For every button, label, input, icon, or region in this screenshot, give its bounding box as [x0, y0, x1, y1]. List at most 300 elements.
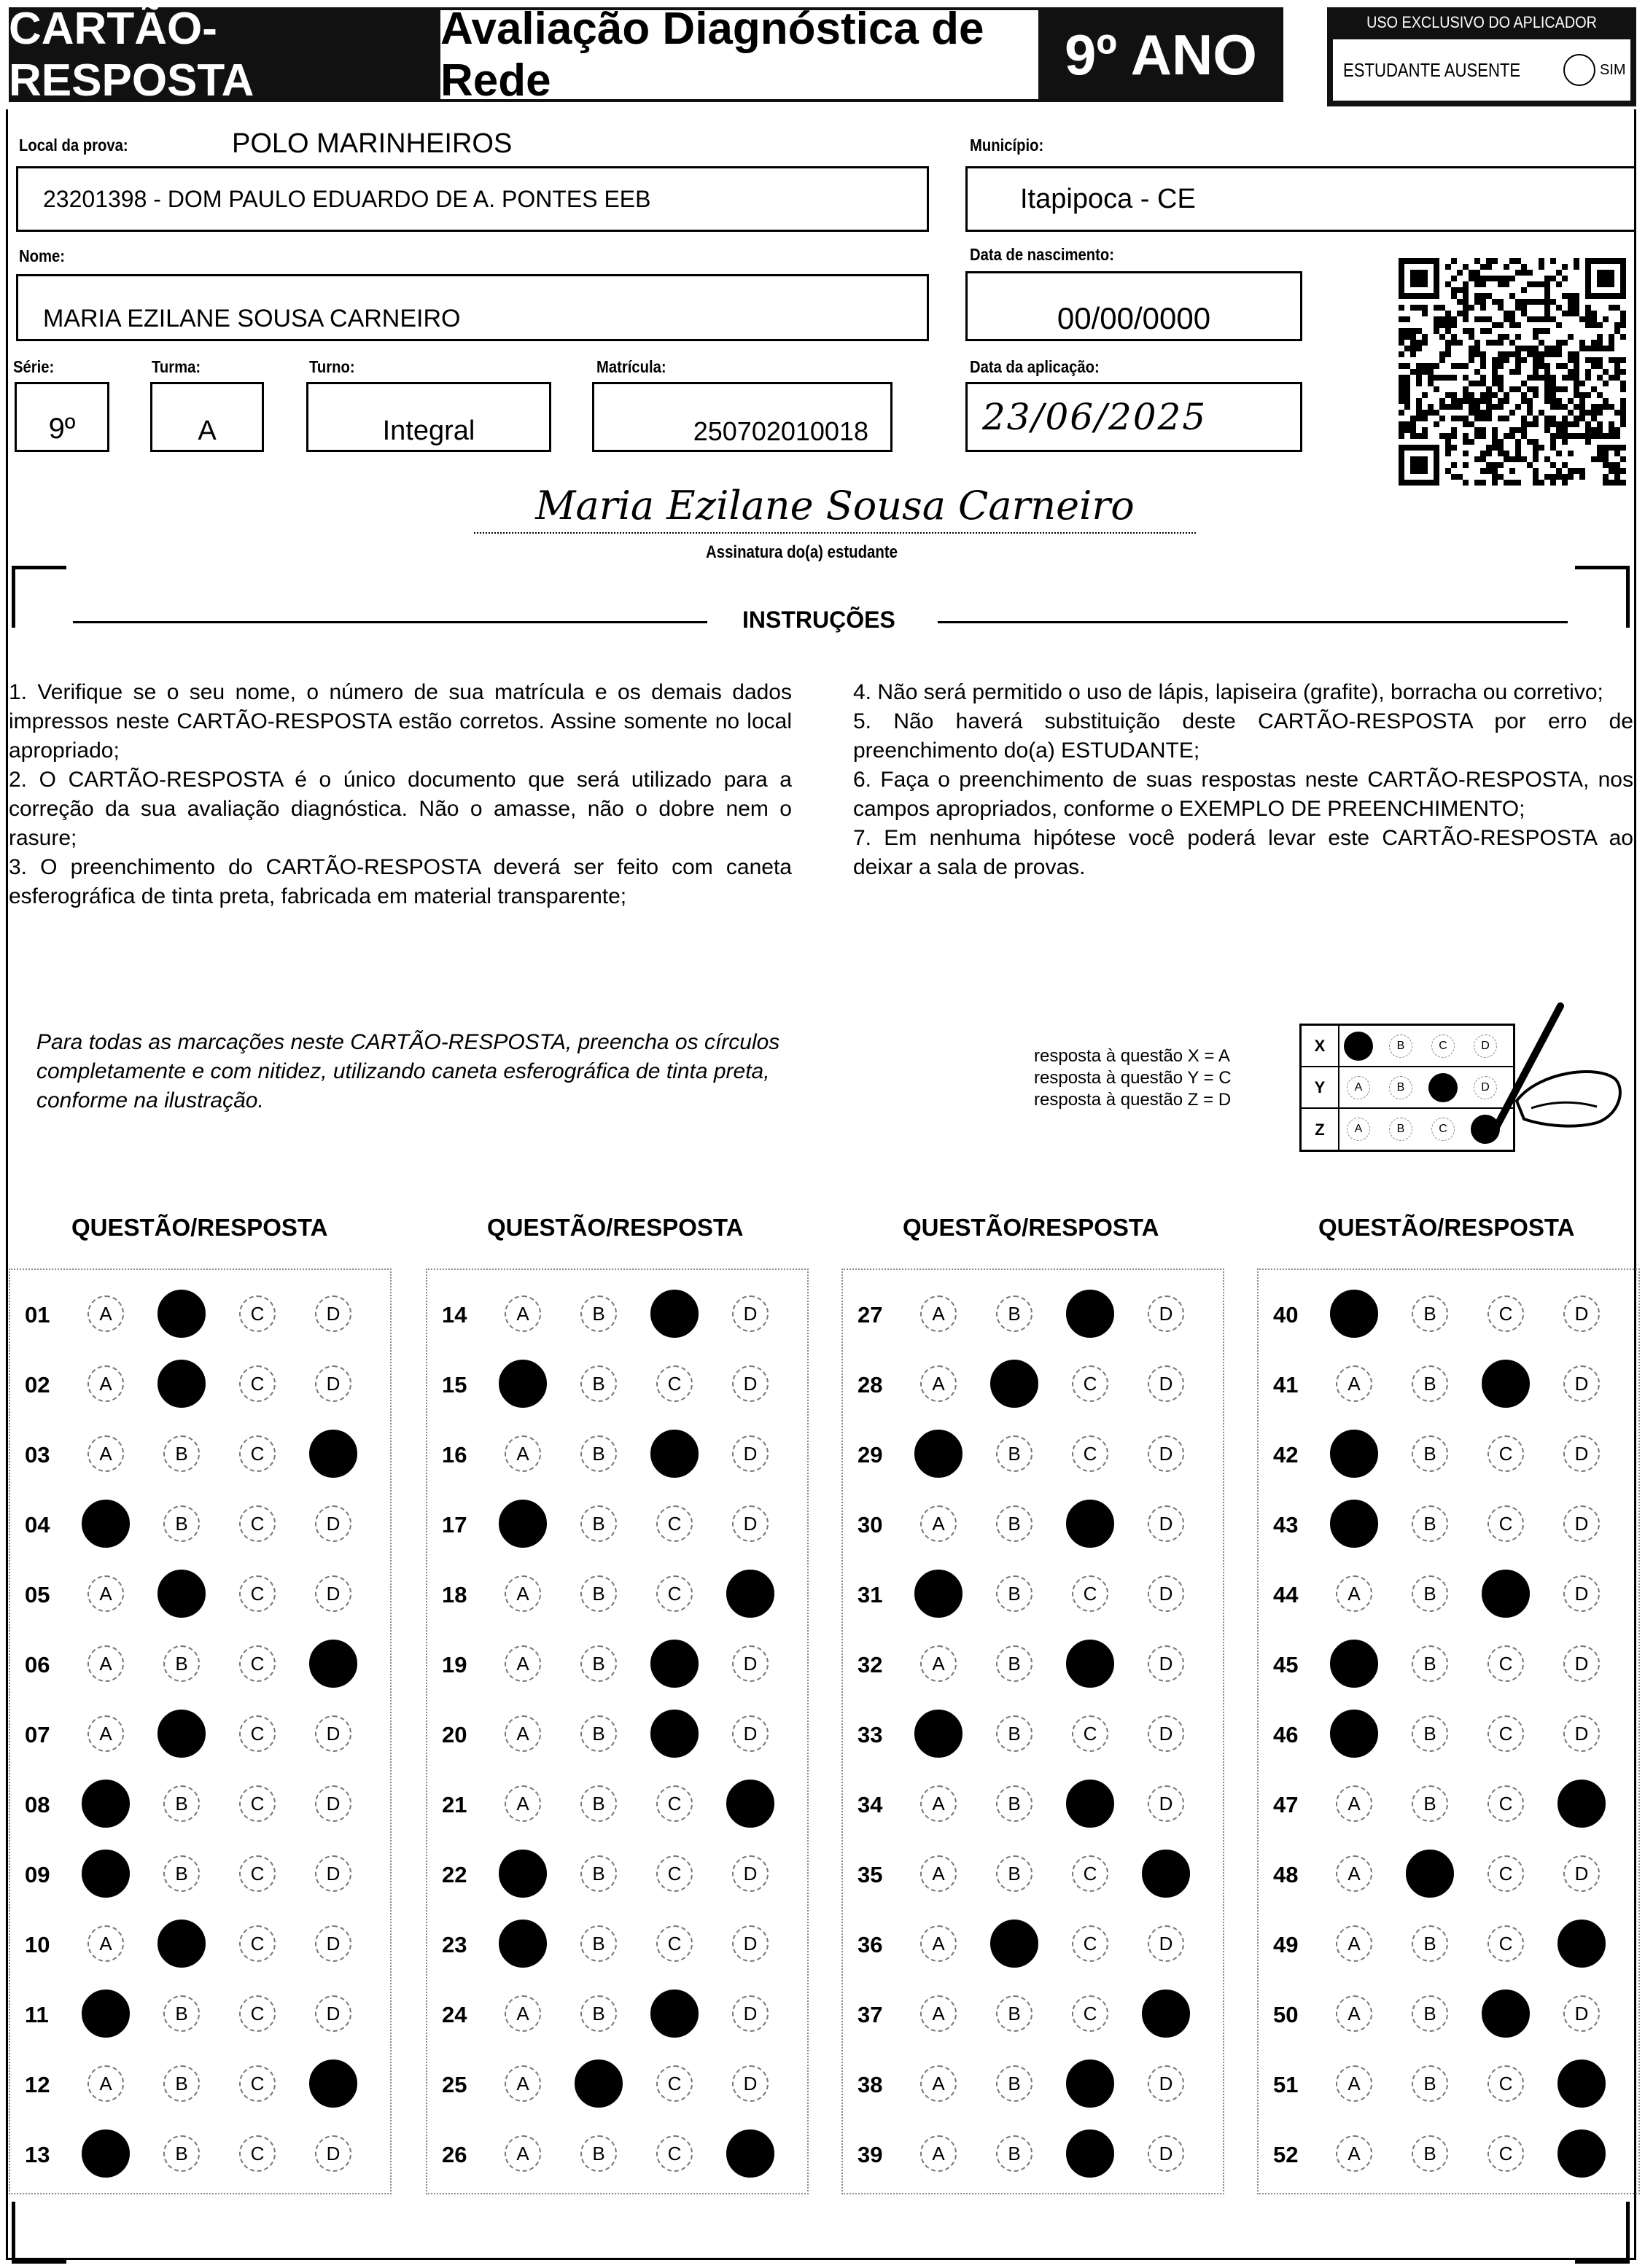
example-bubble-d: D	[1474, 1076, 1497, 1099]
answer-bubble-d[interactable]: D	[315, 1365, 351, 1402]
answer-bubble-d[interactable]: D	[1563, 1435, 1600, 1472]
answer-bubble-c[interactable]: C	[1482, 1360, 1530, 1408]
answer-bubble-c[interactable]: C	[1488, 1855, 1524, 1892]
aplicacao-label: Data da aplicação:	[970, 357, 1100, 376]
answer-row	[10, 1992, 390, 2035]
answer-bubble-d[interactable]: D	[1148, 2135, 1184, 2172]
answer-bubble-b[interactable]: B	[996, 1575, 1032, 1612]
answer-bubble-c[interactable]: C	[650, 1290, 699, 1338]
answer-bubble-d[interactable]: D	[1148, 1435, 1184, 1472]
aplicacao-value: 23/06/2025	[982, 396, 1208, 438]
answer-bubble-a[interactable]: A	[914, 1570, 962, 1618]
matricula-field	[592, 382, 892, 452]
answer-bubble-a[interactable]: A	[920, 1295, 957, 1332]
answer-bubble-c[interactable]: C	[239, 1855, 276, 1892]
question-number: 02	[25, 1372, 50, 1398]
answer-bubble-c[interactable]: C	[1488, 2065, 1524, 2102]
answer-bubble-a[interactable]: A	[1336, 1855, 1372, 1892]
answer-bubble-d[interactable]: D	[315, 1715, 351, 1752]
answer-bubble-d[interactable]: D	[1563, 1715, 1600, 1752]
answer-bubble-a[interactable]: A	[88, 1435, 124, 1472]
answer-bubble-d[interactable]: D	[726, 1570, 774, 1618]
exam-subtitle	[440, 4, 1038, 106]
answer-row	[1259, 1362, 1638, 1406]
answer-bubble-a[interactable]: A	[505, 1785, 541, 1822]
answer-bubble-b[interactable]: B	[996, 1645, 1032, 1682]
answer-bubble-a[interactable]: A	[88, 1365, 124, 1402]
answer-bubble-c[interactable]: C	[650, 1430, 699, 1478]
answer-row	[10, 1432, 390, 1476]
question-number: 31	[858, 1582, 883, 1608]
answer-bubble-d[interactable]: D	[732, 1505, 769, 1542]
answer-bubble-d[interactable]: D	[726, 2129, 774, 2178]
question-number: 22	[442, 1862, 467, 1887]
answer-bubble-c[interactable]: C	[239, 1295, 276, 1332]
answer-bubble-d[interactable]: D	[732, 1855, 769, 1892]
instruction-2: 2. O CARTÃO-RESPOSTA é o único documento que será utilizado para a correção da sua avaliação diagnóstica. Não o amasse, não o dobre nem o rasure;	[9, 768, 792, 850]
nascimento-label: Data de nascimento:	[970, 245, 1114, 264]
answer-row	[10, 1782, 390, 1825]
answer-bubble-d[interactable]: D	[732, 1645, 769, 1682]
instruction-4: 4. Não será permitido o uso de lápis, lapiseira (grafite), borracha ou corretivo;	[853, 680, 1603, 704]
answer-bubble-a[interactable]: A	[920, 1925, 957, 1962]
answer-bubble-a[interactable]: A	[505, 1575, 541, 1612]
school-value: 23201398 - DOM PAULO EDUARDO DE A. PONTES EEB	[43, 185, 651, 212]
answer-bubble-b[interactable]: B	[580, 1505, 617, 1542]
answer-bubble-b[interactable]: B	[158, 1360, 206, 1408]
answer-bubble-d[interactable]: D	[1563, 1995, 1600, 2032]
answer-bubble-b[interactable]: B	[580, 1715, 617, 1752]
answer-bubble-b[interactable]: B	[158, 1290, 206, 1338]
answer-bubble-b[interactable]: B	[996, 1295, 1032, 1332]
answer-bubble-b[interactable]: B	[996, 2135, 1032, 2172]
answer-bubble-b[interactable]: B	[163, 1995, 200, 2032]
answer-bubble-c[interactable]: C	[239, 1435, 276, 1472]
answer-bubble-a[interactable]: A	[1336, 1925, 1372, 1962]
school-field	[16, 166, 929, 232]
turno-field	[306, 382, 551, 452]
answer-bubble-a[interactable]: A	[82, 1990, 130, 2038]
answer-bubble-b[interactable]: B	[580, 1645, 617, 1682]
question-number: 09	[25, 1862, 50, 1887]
answer-bubble-b[interactable]: B	[990, 1360, 1038, 1408]
answer-bubble-b[interactable]: B	[996, 1505, 1032, 1542]
answer-bubble-c[interactable]: C	[656, 1855, 693, 1892]
answer-bubble-b[interactable]: B	[580, 1785, 617, 1822]
answer-bubble-c[interactable]: C	[1066, 1780, 1114, 1828]
answer-bubble-b[interactable]: B	[1412, 1925, 1448, 1962]
answer-bubble-a[interactable]: A	[1336, 1365, 1372, 1402]
example-row-label: X	[1302, 1026, 1339, 1066]
answer-bubble-c[interactable]: C	[656, 2135, 693, 2172]
answer-bubble-b[interactable]: B	[575, 2059, 623, 2108]
instructions-rule-right	[938, 621, 1568, 623]
answer-bubble-a[interactable]: A	[1330, 1290, 1378, 1338]
answer-bubble-b[interactable]: B	[580, 2135, 617, 2172]
turma-value: A	[198, 416, 217, 446]
answer-bubble-b[interactable]: B	[163, 1785, 200, 1822]
answer-bubble-c[interactable]: C	[239, 1505, 276, 1542]
answer-bubble-c[interactable]: C	[1072, 1995, 1108, 2032]
answer-bubble-b[interactable]: B	[1412, 1715, 1448, 1752]
answer-bubble-a[interactable]: A	[1336, 2065, 1372, 2102]
answer-bubble-c[interactable]: C	[1488, 1925, 1524, 1962]
answer-bubble-b[interactable]: B	[163, 1435, 200, 1472]
answer-bubble-a[interactable]: A	[88, 1645, 124, 1682]
answer-bubble-b[interactable]: B	[158, 1920, 206, 1968]
answer-bubble-c[interactable]: C	[1066, 1500, 1114, 1548]
answer-bubble-c[interactable]: C	[1072, 1925, 1108, 1962]
instruction-7: 7. Em nenhuma hipótese você poderá levar este CARTÃO-RESPOSTA ao deixar a sala de provas.	[853, 826, 1633, 879]
answer-bubble-d[interactable]: D	[315, 1855, 351, 1892]
answer-bubble-a[interactable]: A	[1330, 1430, 1378, 1478]
nascimento-value: 00/00/0000	[1057, 301, 1211, 335]
answer-bubble-d[interactable]: D	[315, 1505, 351, 1542]
answer-bubble-d[interactable]: D	[732, 1435, 769, 1472]
answer-bubble-c[interactable]: C	[1488, 1505, 1524, 1542]
question-number: 18	[442, 1582, 467, 1608]
municipio-label: Município:	[970, 136, 1044, 155]
answer-bubble-c[interactable]: C	[656, 1505, 693, 1542]
answer-bubble-c[interactable]: C	[650, 1640, 699, 1688]
answer-bubble-b[interactable]: B	[1412, 1365, 1448, 1402]
example-row-label: Y	[1302, 1067, 1339, 1107]
answer-bubble-d[interactable]: D	[1558, 1780, 1606, 1828]
answer-bubble-c[interactable]: C	[1488, 1785, 1524, 1822]
answer-bubble-b[interactable]: B	[1412, 1435, 1448, 1472]
question-number: 05	[25, 1582, 50, 1608]
answer-bubble-a[interactable]: A	[920, 1785, 957, 1822]
answer-bubble-c[interactable]: C	[656, 1785, 693, 1822]
answer-bubble-c[interactable]: C	[1482, 1990, 1530, 2038]
answer-bubble-c[interactable]: C	[656, 1925, 693, 1962]
answer-bubble-a[interactable]: A	[505, 1995, 541, 2032]
answer-bubble-c[interactable]: C	[1482, 1570, 1530, 1618]
nome-label: Nome:	[19, 246, 65, 265]
answer-bubble-c[interactable]: C	[650, 1710, 699, 1758]
answer-bubble-c[interactable]: C	[239, 1575, 276, 1612]
answer-bubble-d[interactable]: D	[1563, 1365, 1600, 1402]
question-number: 14	[442, 1302, 467, 1328]
answer-bubble-a[interactable]: A	[82, 1850, 130, 1898]
instruction-1: 1. Verifique se o seu nome, o número de sua matrícula e os demais dados impressos neste CARTÃO-RESPOSTA estão corretos. Assine somente no local apropriado;	[9, 680, 792, 763]
question-number: 45	[1273, 1652, 1299, 1677]
answer-bubble-b[interactable]: B	[1412, 1645, 1448, 1682]
question-number: 10	[25, 1932, 50, 1957]
answer-bubble-b[interactable]: B	[996, 2065, 1032, 2102]
nome-field	[16, 274, 929, 341]
answer-bubble-b[interactable]: B	[1412, 1295, 1448, 1332]
answer-bubble-c[interactable]: C	[239, 1785, 276, 1822]
answer-bubble-d[interactable]: D	[309, 1430, 357, 1478]
answer-bubble-c[interactable]: C	[1488, 1715, 1524, 1752]
answer-bubble-c[interactable]: C	[1488, 1645, 1524, 1682]
answer-bubble-d[interactable]: D	[732, 1365, 769, 1402]
answer-bubble-d[interactable]: D	[1563, 1505, 1600, 1542]
answer-bubble-c[interactable]: C	[239, 1715, 276, 1752]
question-number: 24	[442, 2002, 467, 2027]
answer-bubble-b[interactable]: B	[1412, 1785, 1448, 1822]
frame-corner-bottom-right	[1575, 2202, 1630, 2264]
answer-bubble-c[interactable]: C	[1066, 1290, 1114, 1338]
answer-bubble-d[interactable]: D	[732, 1925, 769, 1962]
answer-bubble-a[interactable]: A	[1330, 1710, 1378, 1758]
answer-bubble-c[interactable]: C	[1072, 1855, 1108, 1892]
answer-row	[843, 1922, 1223, 1965]
answer-bubble-b[interactable]: B	[580, 1365, 617, 1402]
answer-row	[843, 1642, 1223, 1686]
answer-bubble-a[interactable]: A	[1336, 1575, 1372, 1612]
answer-bubble-d[interactable]: D	[1558, 1920, 1606, 1968]
answer-bubble-b[interactable]: B	[1412, 1995, 1448, 2032]
answer-bubble-a[interactable]: A	[499, 1500, 547, 1548]
answer-bubble-c[interactable]: C	[1072, 1575, 1108, 1612]
answer-row	[843, 1362, 1223, 1406]
answer-row	[427, 1432, 807, 1476]
question-number: 33	[858, 1722, 883, 1747]
question-number: 15	[442, 1372, 467, 1398]
answer-column-1	[9, 1269, 392, 2194]
answer-bubble-b[interactable]: B	[163, 2065, 200, 2102]
answer-bubble-a[interactable]: A	[499, 1360, 547, 1408]
answer-bubble-a[interactable]: A	[505, 1715, 541, 1752]
answer-bubble-b[interactable]: B	[580, 1295, 617, 1332]
answer-row	[427, 1852, 807, 1895]
turno-value: Integral	[382, 416, 475, 446]
answer-bubble-a[interactable]: A	[505, 2065, 541, 2102]
answer-bubble-c[interactable]: C	[239, 1995, 276, 2032]
question-number: 44	[1273, 1582, 1299, 1608]
answer-bubble-b[interactable]: B	[163, 1505, 200, 1542]
answer-bubble-d[interactable]: D	[732, 1715, 769, 1752]
answer-bubble-b[interactable]: B	[163, 2135, 200, 2172]
answer-bubble-a[interactable]: A	[88, 1295, 124, 1332]
answer-bubble-d[interactable]: D	[315, 1925, 351, 1962]
answer-bubble-d[interactable]: D	[315, 2135, 351, 2172]
matricula-value: 250702010018	[693, 416, 868, 446]
answer-bubble-d[interactable]: D	[315, 1575, 351, 1612]
answer-bubble-c[interactable]: C	[1072, 1435, 1108, 1472]
answer-row	[10, 1642, 390, 1686]
answer-bubble-c[interactable]: C	[656, 2065, 693, 2102]
answer-bubble-d[interactable]: D	[1148, 2065, 1184, 2102]
question-number: 21	[442, 1792, 467, 1817]
answer-bubble-a[interactable]: A	[82, 1500, 130, 1548]
answer-bubble-d[interactable]: D	[1563, 1645, 1600, 1682]
answer-bubble-b[interactable]: B	[158, 1570, 206, 1618]
answer-bubble-c[interactable]: C	[1488, 2135, 1524, 2172]
answer-bubble-c[interactable]: C	[1488, 1295, 1524, 1332]
answer-bubble-c[interactable]: C	[1066, 1640, 1114, 1688]
answer-bubble-d[interactable]: D	[1148, 1715, 1184, 1752]
answer-row	[1259, 1782, 1638, 1825]
answer-bubble-c[interactable]: C	[656, 1365, 693, 1402]
answer-bubble-a[interactable]: A	[914, 1710, 962, 1758]
column-header-1: QUESTÃO/RESPOSTA	[71, 1214, 328, 1241]
answer-row	[10, 1362, 390, 1406]
answer-bubble-d[interactable]: D	[732, 2065, 769, 2102]
question-number: 42	[1273, 1442, 1299, 1468]
example-bubble-b: B	[1389, 1076, 1412, 1099]
answer-bubble-b[interactable]: B	[580, 1995, 617, 2032]
question-number: 52	[1273, 2142, 1299, 2167]
applicator-box	[1327, 7, 1636, 106]
example-bubble-a: A	[1347, 1118, 1370, 1141]
answer-bubble-d[interactable]: D	[315, 1295, 351, 1332]
answer-bubble-a[interactable]: A	[920, 2065, 957, 2102]
nascimento-field	[965, 271, 1302, 341]
question-number: 03	[25, 1442, 50, 1468]
answer-bubble-b[interactable]: B	[990, 1920, 1038, 1968]
answer-bubble-a[interactable]: A	[1330, 1500, 1378, 1548]
answer-bubble-a[interactable]: A	[88, 2065, 124, 2102]
answer-bubble-a[interactable]: A	[88, 1715, 124, 1752]
answer-row	[843, 1782, 1223, 1825]
answer-bubble-d[interactable]: D	[726, 1780, 774, 1828]
answer-bubble-b[interactable]: B	[996, 1715, 1032, 1752]
answer-bubble-d[interactable]: D	[1563, 1855, 1600, 1892]
answer-bubble-c[interactable]: C	[1072, 1365, 1108, 1402]
answer-bubble-c[interactable]: C	[239, 1925, 276, 1962]
answer-bubble-d[interactable]: D	[315, 1785, 351, 1822]
answer-bubble-a[interactable]: A	[499, 1920, 547, 1968]
answer-bubble-c[interactable]: C	[1488, 1435, 1524, 1472]
pen-hand-illustration	[1488, 999, 1633, 1145]
answer-bubble-a[interactable]: A	[920, 1505, 957, 1542]
answer-row	[1259, 1642, 1638, 1686]
answer-bubble-d[interactable]: D	[1148, 1785, 1184, 1822]
answer-bubble-a[interactable]: A	[1330, 1640, 1378, 1688]
answer-bubble-b[interactable]: B	[580, 1855, 617, 1892]
answer-row	[1259, 2062, 1638, 2105]
serie-label: Série:	[13, 357, 55, 376]
answer-bubble-a[interactable]: A	[920, 2135, 957, 2172]
answer-bubble-c[interactable]: C	[1072, 1715, 1108, 1752]
answer-bubble-d[interactable]: D	[1142, 1850, 1190, 1898]
matricula-label: Matrícula:	[596, 357, 666, 376]
answer-bubble-b[interactable]: B	[1406, 1850, 1454, 1898]
answer-bubble-c[interactable]: C	[1066, 2059, 1114, 2108]
answer-bubble-d[interactable]: D	[732, 1295, 769, 1332]
answer-bubble-a[interactable]: A	[88, 1575, 124, 1612]
answer-row	[843, 1502, 1223, 1546]
answer-bubble-b[interactable]: B	[1412, 2065, 1448, 2102]
example-line-y: resposta à questão Y = C	[1034, 1068, 1232, 1088]
answer-bubble-a[interactable]: A	[920, 1645, 957, 1682]
answer-row	[1259, 1992, 1638, 2035]
answer-bubble-a[interactable]: A	[920, 1995, 957, 2032]
answer-bubble-a[interactable]: A	[505, 1645, 541, 1682]
answer-bubble-b[interactable]: B	[163, 1855, 200, 1892]
answer-bubble-a[interactable]: A	[505, 2135, 541, 2172]
answer-bubble-c[interactable]: C	[239, 2135, 276, 2172]
answer-row	[427, 1782, 807, 1825]
answer-bubble-b[interactable]: B	[996, 1855, 1032, 1892]
answer-bubble-d[interactable]: D	[309, 2059, 357, 2108]
answer-bubble-a[interactable]: A	[505, 1435, 541, 1472]
qr-code	[1399, 258, 1626, 486]
question-number: 37	[858, 2002, 883, 2027]
question-number: 51	[1273, 2072, 1299, 2097]
answer-bubble-d[interactable]: D	[1558, 2059, 1606, 2108]
answer-bubble-d[interactable]: D	[732, 1995, 769, 2032]
answer-bubble-d[interactable]: D	[1558, 2129, 1606, 2178]
card-title-text: CARTÃO-RESPOSTA	[9, 4, 254, 106]
answer-bubble-c[interactable]: C	[239, 2065, 276, 2102]
answer-bubble-d[interactable]: D	[1148, 1505, 1184, 1542]
answer-row	[10, 1852, 390, 1895]
answer-row	[843, 1712, 1223, 1755]
answer-bubble-c[interactable]: C	[239, 1365, 276, 1402]
question-number: 26	[442, 2142, 467, 2167]
answer-bubble-d[interactable]: D	[1142, 1990, 1190, 2038]
answer-row	[427, 2062, 807, 2105]
answer-bubble-b[interactable]: B	[996, 1995, 1032, 2032]
answer-column-2	[426, 1269, 809, 2194]
answer-bubble-a[interactable]: A	[1336, 1785, 1372, 1822]
answer-bubble-d[interactable]: D	[1563, 1575, 1600, 1612]
turma-field	[150, 382, 264, 452]
answer-bubble-d[interactable]: D	[309, 1640, 357, 1688]
answer-bubble-b[interactable]: B	[580, 1575, 617, 1612]
answer-bubble-a[interactable]: A	[82, 2129, 130, 2178]
absent-bubble[interactable]	[1563, 54, 1595, 86]
answer-bubble-a[interactable]: A	[505, 1295, 541, 1332]
answer-bubble-c[interactable]: C	[1066, 2129, 1114, 2178]
answer-bubble-d[interactable]: D	[1563, 1295, 1600, 1332]
example-row	[1302, 1026, 1513, 1067]
answer-bubble-b[interactable]: B	[1412, 2135, 1448, 2172]
answer-bubble-d[interactable]: D	[1148, 1575, 1184, 1612]
answer-row	[427, 1712, 807, 1755]
answer-bubble-b[interactable]: B	[996, 1435, 1032, 1472]
instruction-5: 5. Não haverá substituição deste CARTÃO-RESPOSTA por erro de preenchimento do(a) ESTUDANTE;	[853, 709, 1633, 763]
answer-bubble-a[interactable]: A	[920, 1365, 957, 1402]
answer-bubble-a[interactable]: A	[920, 1855, 957, 1892]
answer-bubble-c[interactable]: C	[656, 1575, 693, 1612]
answer-bubble-b[interactable]: B	[580, 1925, 617, 1962]
answer-bubble-a[interactable]: A	[914, 1430, 962, 1478]
answer-bubble-d[interactable]: D	[1148, 1295, 1184, 1332]
answer-column-3	[841, 1269, 1224, 2194]
answer-bubble-d[interactable]: D	[1148, 1365, 1184, 1402]
answer-bubble-c[interactable]: C	[650, 1990, 699, 2038]
answer-bubble-a[interactable]: A	[88, 1925, 124, 1962]
answer-bubble-d[interactable]: D	[1148, 1645, 1184, 1682]
answer-bubble-b[interactable]: B	[163, 1645, 200, 1682]
answer-bubble-b[interactable]: B	[1412, 1505, 1448, 1542]
answer-bubble-a[interactable]: A	[1336, 2135, 1372, 2172]
frame-corner-bottom-left	[12, 2202, 66, 2264]
example-legend	[1034, 1045, 1232, 1111]
answer-bubble-b[interactable]: B	[1412, 1575, 1448, 1612]
answer-row	[1259, 2132, 1638, 2175]
answer-bubble-d[interactable]: D	[1148, 1925, 1184, 1962]
answer-row	[10, 1712, 390, 1755]
answer-bubble-c[interactable]: C	[239, 1645, 276, 1682]
serie-value: 9º	[48, 413, 76, 445]
answer-bubble-a[interactable]: A	[82, 1780, 130, 1828]
example-bubble-a: A	[1347, 1076, 1370, 1099]
answer-bubble-d[interactable]: D	[315, 1995, 351, 2032]
answer-bubble-b[interactable]: B	[158, 1710, 206, 1758]
answer-bubble-a[interactable]: A	[499, 1850, 547, 1898]
answer-bubble-b[interactable]: B	[996, 1785, 1032, 1822]
answer-bubble-b[interactable]: B	[580, 1435, 617, 1472]
answer-row	[427, 1502, 807, 1546]
question-number: 46	[1273, 1722, 1299, 1747]
answer-bubble-a[interactable]: A	[1336, 1995, 1372, 2032]
